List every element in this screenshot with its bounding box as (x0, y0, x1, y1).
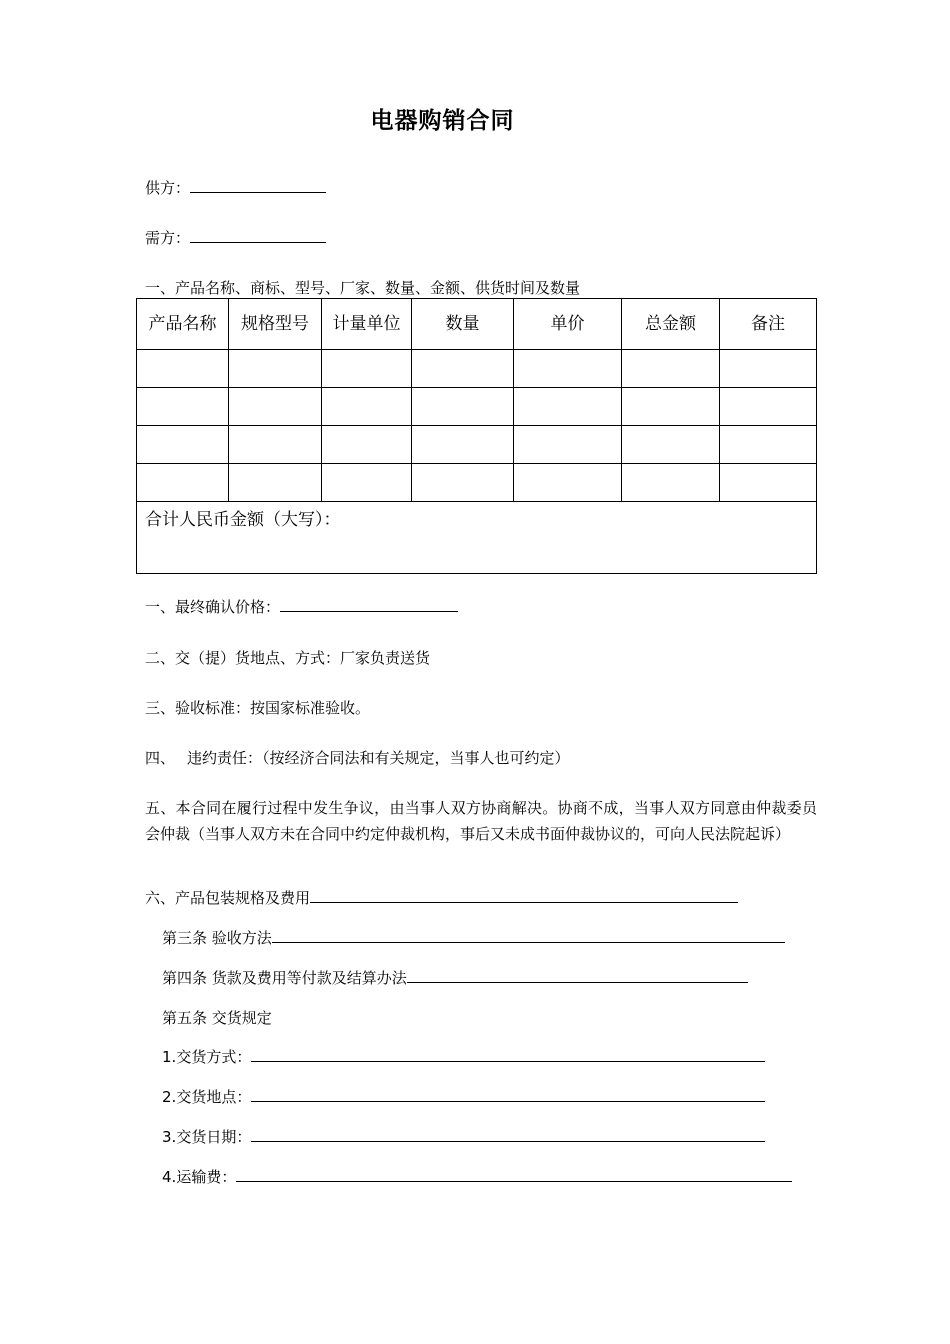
delivery-place-label: 交货地点： (176, 1088, 252, 1106)
table-cell[interactable] (412, 388, 514, 426)
delivery-date-line (162, 1127, 765, 1147)
table-cell[interactable] (514, 426, 622, 464)
table-cell[interactable] (137, 350, 229, 388)
table-cell[interactable] (322, 350, 412, 388)
article-4 (162, 968, 748, 988)
table-cell[interactable] (412, 464, 514, 502)
document-title: 电器购销合同 (370, 108, 515, 134)
table-cell[interactable] (229, 388, 322, 426)
total-amount-cell[interactable] (137, 502, 817, 574)
table-cell[interactable] (412, 350, 514, 388)
clause-acceptance: 三、验收标准：按国家标准验收。 (145, 699, 371, 717)
delivery-place-blank[interactable] (251, 1087, 765, 1102)
header-product-name: 产品名称 (137, 299, 229, 350)
article-3-label: 第三条 验收方法 (162, 929, 272, 947)
table-cell[interactable] (622, 426, 720, 464)
total-amount-label: 合计人民币金额（大写）： (145, 510, 341, 530)
article-3 (162, 928, 785, 948)
delivery-date-label: 交货日期： (176, 1128, 252, 1146)
clause-liability (145, 748, 570, 768)
supplier-label: 供方： (145, 179, 191, 197)
table-cell[interactable] (137, 388, 229, 426)
header-total-amount: 总金额 (622, 299, 720, 350)
clause-packaging-label: 六、产品包装规格及费用 (145, 889, 311, 907)
table-header-row (137, 299, 817, 350)
table-cell[interactable] (514, 464, 622, 502)
table-cell[interactable] (137, 426, 229, 464)
table-cell[interactable] (622, 464, 720, 502)
price-blank[interactable] (280, 597, 458, 612)
header-unit-price: 单价 (514, 299, 622, 350)
buyer-blank[interactable] (190, 228, 326, 243)
table-row (137, 350, 817, 388)
total-row (137, 502, 817, 574)
delivery-place-number: 2. (162, 1088, 177, 1106)
table-cell[interactable] (514, 388, 622, 426)
delivery-place-line (162, 1087, 765, 1107)
supplier-blank[interactable] (190, 178, 326, 193)
delivery-method-label: 交货方式： (176, 1048, 252, 1066)
table-cell[interactable] (412, 426, 514, 464)
delivery-date-number: 3. (162, 1128, 177, 1146)
table-cell[interactable] (720, 464, 817, 502)
delivery-method-line (162, 1047, 765, 1067)
packaging-blank[interactable] (310, 888, 738, 903)
buyer-line (145, 228, 326, 248)
article-3-blank[interactable] (272, 928, 785, 943)
buyer-label: 需方： (145, 229, 191, 247)
table-cell[interactable] (229, 426, 322, 464)
freight-label: 运输费： (176, 1168, 237, 1186)
article-4-blank[interactable] (407, 968, 748, 983)
header-quantity: 数量 (412, 299, 514, 350)
clause-liability-text: 违约责任：（按经济合同法和有关规定，当事人也可约定） (187, 749, 570, 767)
delivery-date-blank[interactable] (251, 1127, 765, 1142)
table-cell[interactable] (322, 426, 412, 464)
clause-dispute: 五、本合同在履行过程中发生争议，由当事人双方协商解决。协商不成，当事人双方同意由仲裁委员会仲裁（当事人双方未在合同中约定仲裁机构，事后又未成书面仲裁协议的，可向人民法院起诉） (145, 799, 817, 843)
table-cell[interactable] (514, 350, 622, 388)
section-products-heading: 一、产品名称、商标、型号、厂家、数量、金额、供货时间及数量 (145, 279, 581, 297)
table-cell[interactable] (229, 350, 322, 388)
header-remarks: 备注 (720, 299, 817, 350)
table-cell[interactable] (622, 388, 720, 426)
delivery-method-number: 1. (162, 1048, 177, 1066)
clause-packaging (145, 888, 738, 908)
table-cell[interactable] (720, 426, 817, 464)
table-cell[interactable] (322, 388, 412, 426)
table-cell[interactable] (622, 350, 720, 388)
freight-line (162, 1167, 792, 1187)
table-cell[interactable] (322, 464, 412, 502)
clause-liability-number: 四、 (145, 749, 176, 767)
supplier-line (145, 178, 326, 198)
clause-price-label: 一、最终确认价格： (145, 598, 281, 616)
table-row (137, 464, 817, 502)
article-5: 第五条 交货规定 (162, 1009, 272, 1027)
header-unit: 计量单位 (322, 299, 412, 350)
header-spec-model: 规格型号 (229, 299, 322, 350)
clause-price (145, 597, 458, 617)
product-table (136, 298, 817, 574)
delivery-method-blank[interactable] (251, 1047, 765, 1062)
table-row (137, 426, 817, 464)
article-4-label: 第四条 货款及费用等付款及结算办法 (162, 969, 407, 987)
table-row (137, 388, 817, 426)
table-cell[interactable] (720, 350, 817, 388)
freight-number: 4. (162, 1168, 177, 1186)
clause-delivery: 二、交（提）货地点、方式：厂家负责送货 (145, 649, 431, 667)
table-cell[interactable] (720, 388, 817, 426)
freight-blank[interactable] (236, 1167, 792, 1182)
table-cell[interactable] (229, 464, 322, 502)
table-cell[interactable] (137, 464, 229, 502)
